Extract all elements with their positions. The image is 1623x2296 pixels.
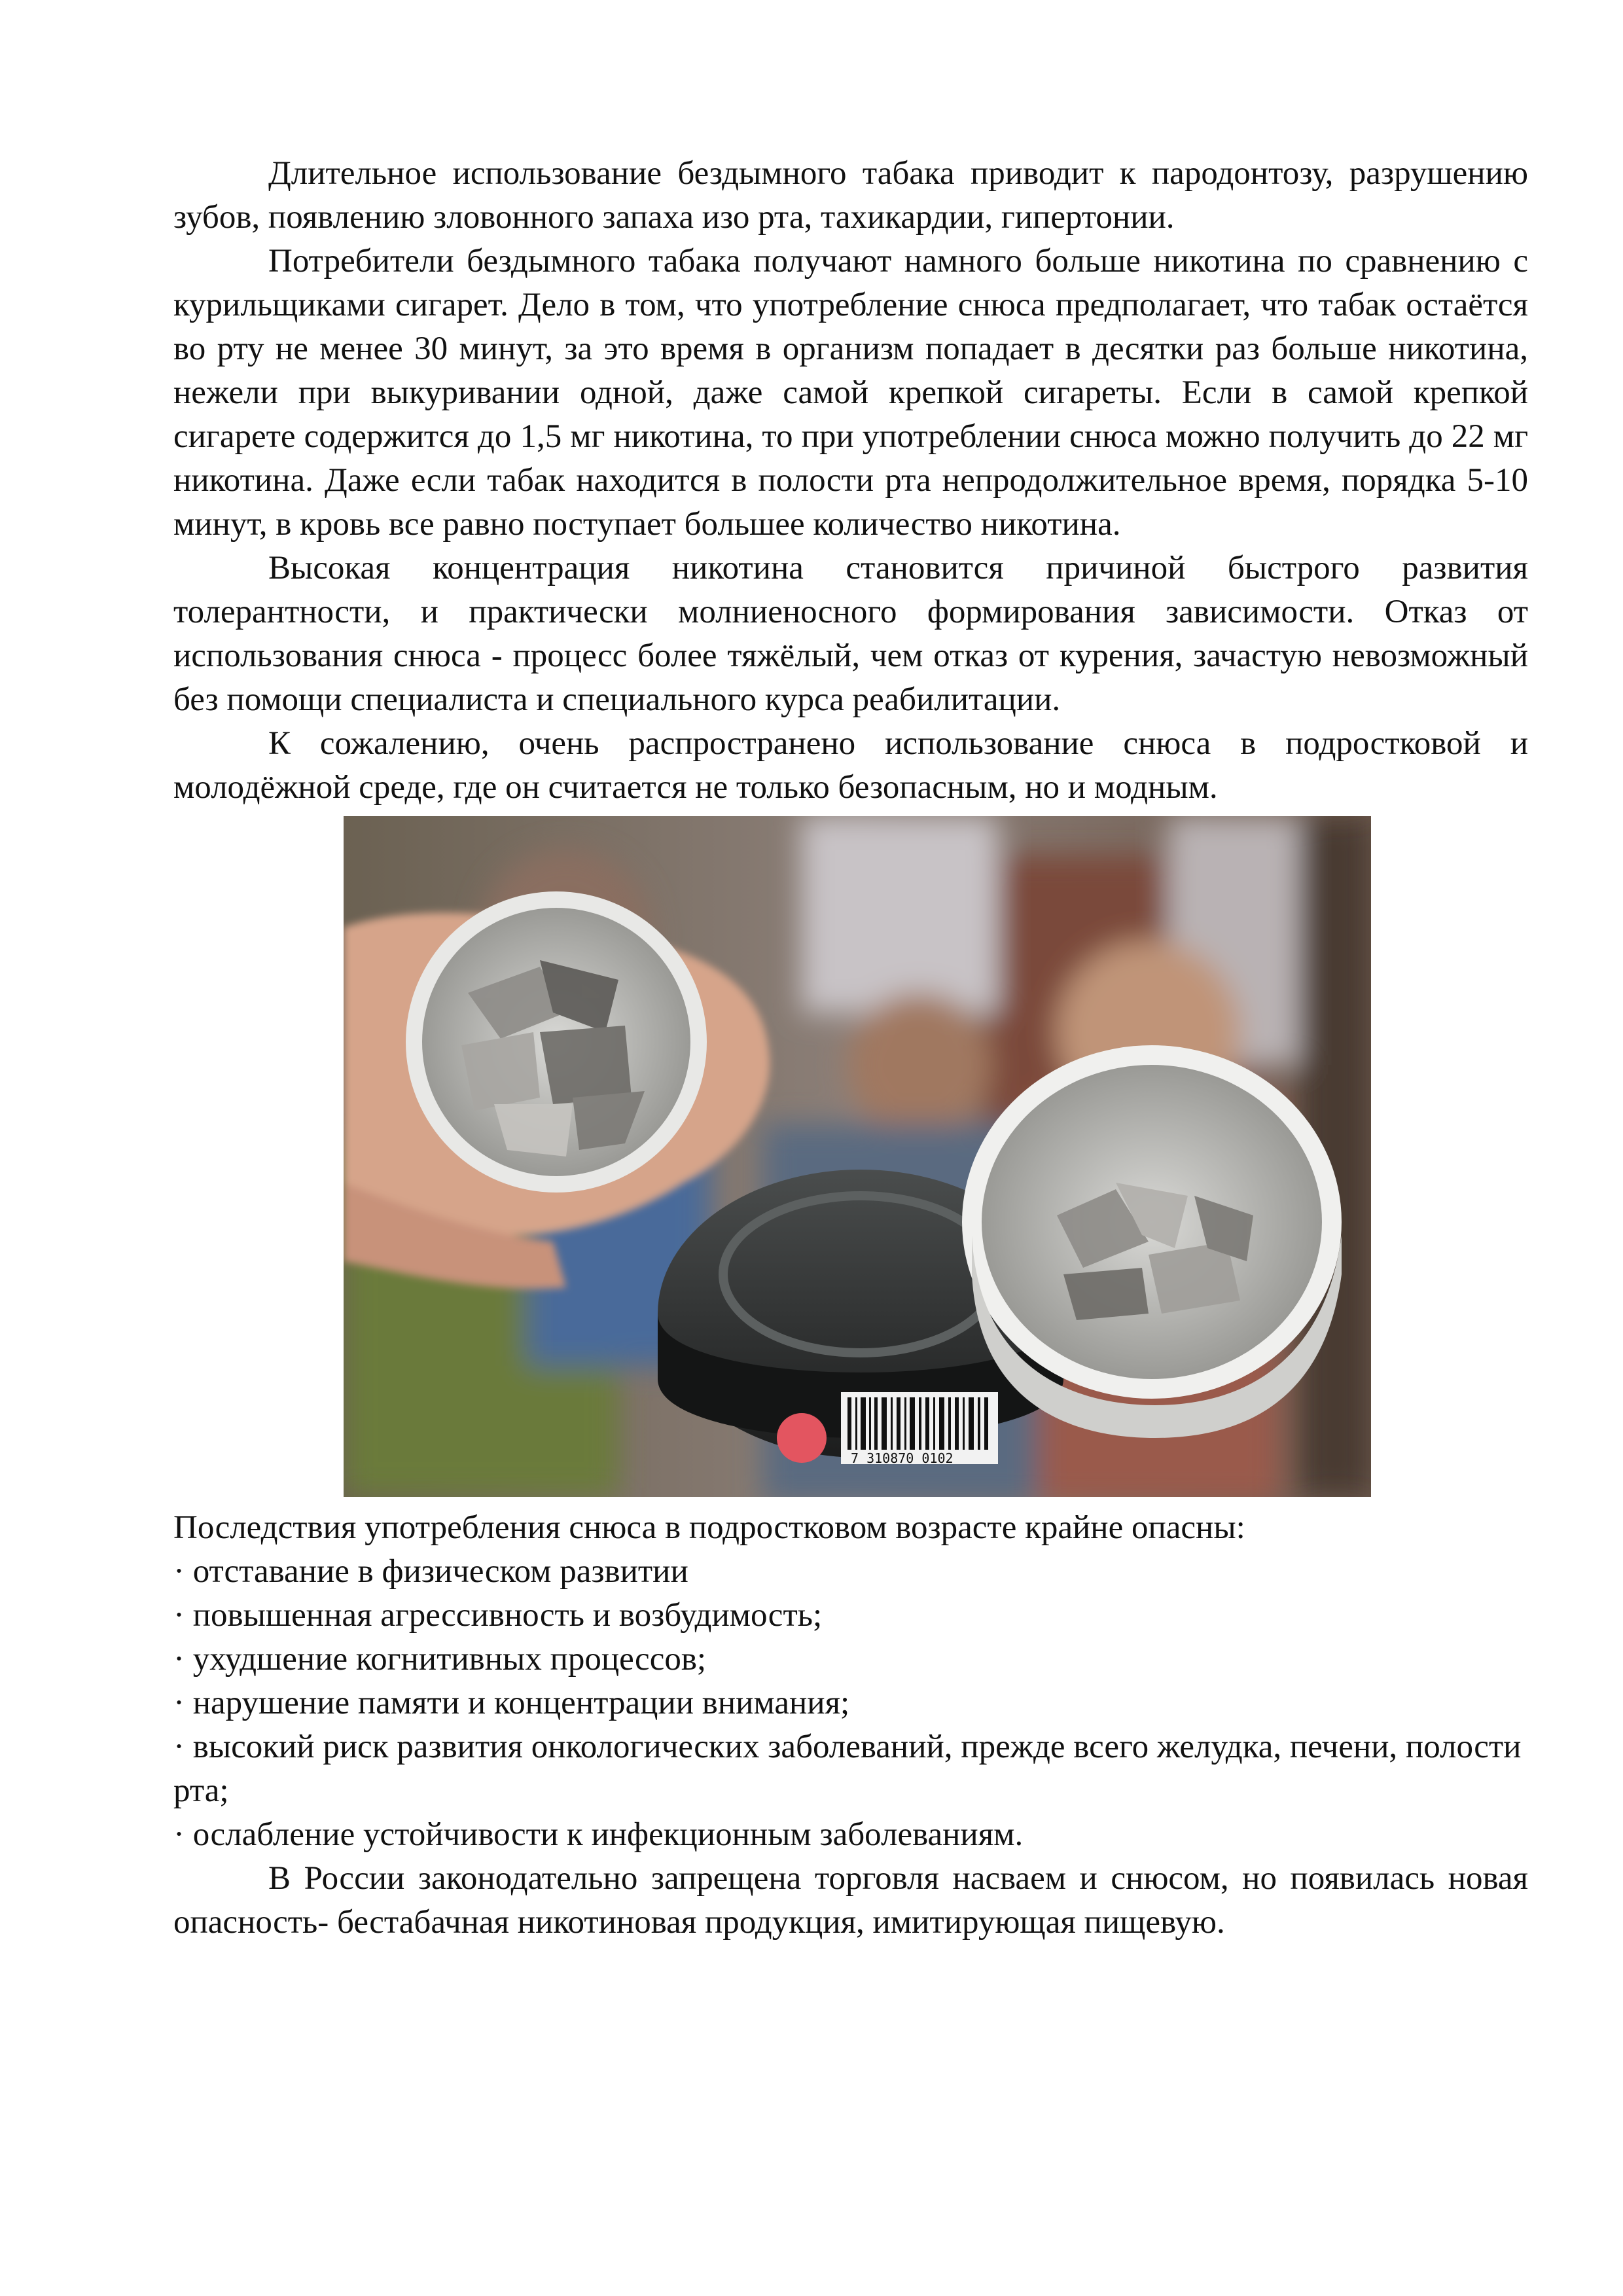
- paragraph-youth: К сожалению, очень распространено использование снюса в подростковой и молодёжной среде, где он считается не только безопасным, но и модным.: [173, 725, 1528, 806]
- list-item: · отставание в физическом развитии: [173, 1553, 688, 1590]
- document-page: [173, 152, 1528, 1945]
- snus-photo-illustration: [344, 816, 1371, 1497]
- paragraph-gum-disease: Длительное использование бездымного табака приводит к пародонтозу, разрушению зубов, появлению зловонного запаха изо рта, тахикардии, гипертонии.: [173, 155, 1528, 236]
- consequences-intro: Последствия употребления снюса в подростковом возрасте крайне опасны:: [173, 1509, 1245, 1546]
- list-item: · нарушение памяти и концентрации внимания;: [173, 1685, 850, 1721]
- consequences-list: [173, 1550, 1528, 1857]
- paragraph-nicotine-intake: Потребители бездымного табака получают намного больше никотина по сравнению с курильщиками сигарет. Дело в том, что употребление снюса предполагает, что табак остаётся во рту не менее 30 минут, за это время в организм попадает в десятки раз больше никотина, нежели при выкуривании одной, даже самой крепкой сигареты. Если в самой крепкой сигарете содержится до 1,5 мг никотина, то при употреблении снюса можно получить до 22 мг никотина. Даже если табак находится в полости рта непродолжительное время, порядка 5-10 минут, в кровь все равно поступает большее количество никотина.: [173, 243, 1528, 543]
- list-item: · ухудшение когнитивных процессов;: [173, 1641, 707, 1677]
- list-item: · ослабление устойчивости к инфекционным заболеваниям.: [173, 1816, 1024, 1853]
- list-item: · высокий риск развития онкологических заболеваний, прежде всего желудка, печени, полости рта;: [173, 1729, 1522, 1809]
- barcode-number: 7 310870 0102: [851, 1450, 954, 1466]
- snus-photo: [344, 816, 1371, 1497]
- barcode: [841, 1392, 998, 1466]
- paragraph-russia-ban: В России законодательно запрещена торговля насваем и снюсом, но появилась новая опасность- бестабачная никотиновая продукция, имитирующая пищевую.: [173, 1860, 1528, 1941]
- list-item: · повышенная агрессивность и возбудимость;: [173, 1597, 823, 1634]
- paragraph-addiction: Высокая концентрация никотина становится причиной быстрого развития толерантности, и практически молниеносного формирования зависимости. Отказ от использования снюса - процесс более тяжёлый, чем отказ от курения, зачастую невозможный без помощи специалиста и специального курса реабилитации.: [173, 550, 1528, 718]
